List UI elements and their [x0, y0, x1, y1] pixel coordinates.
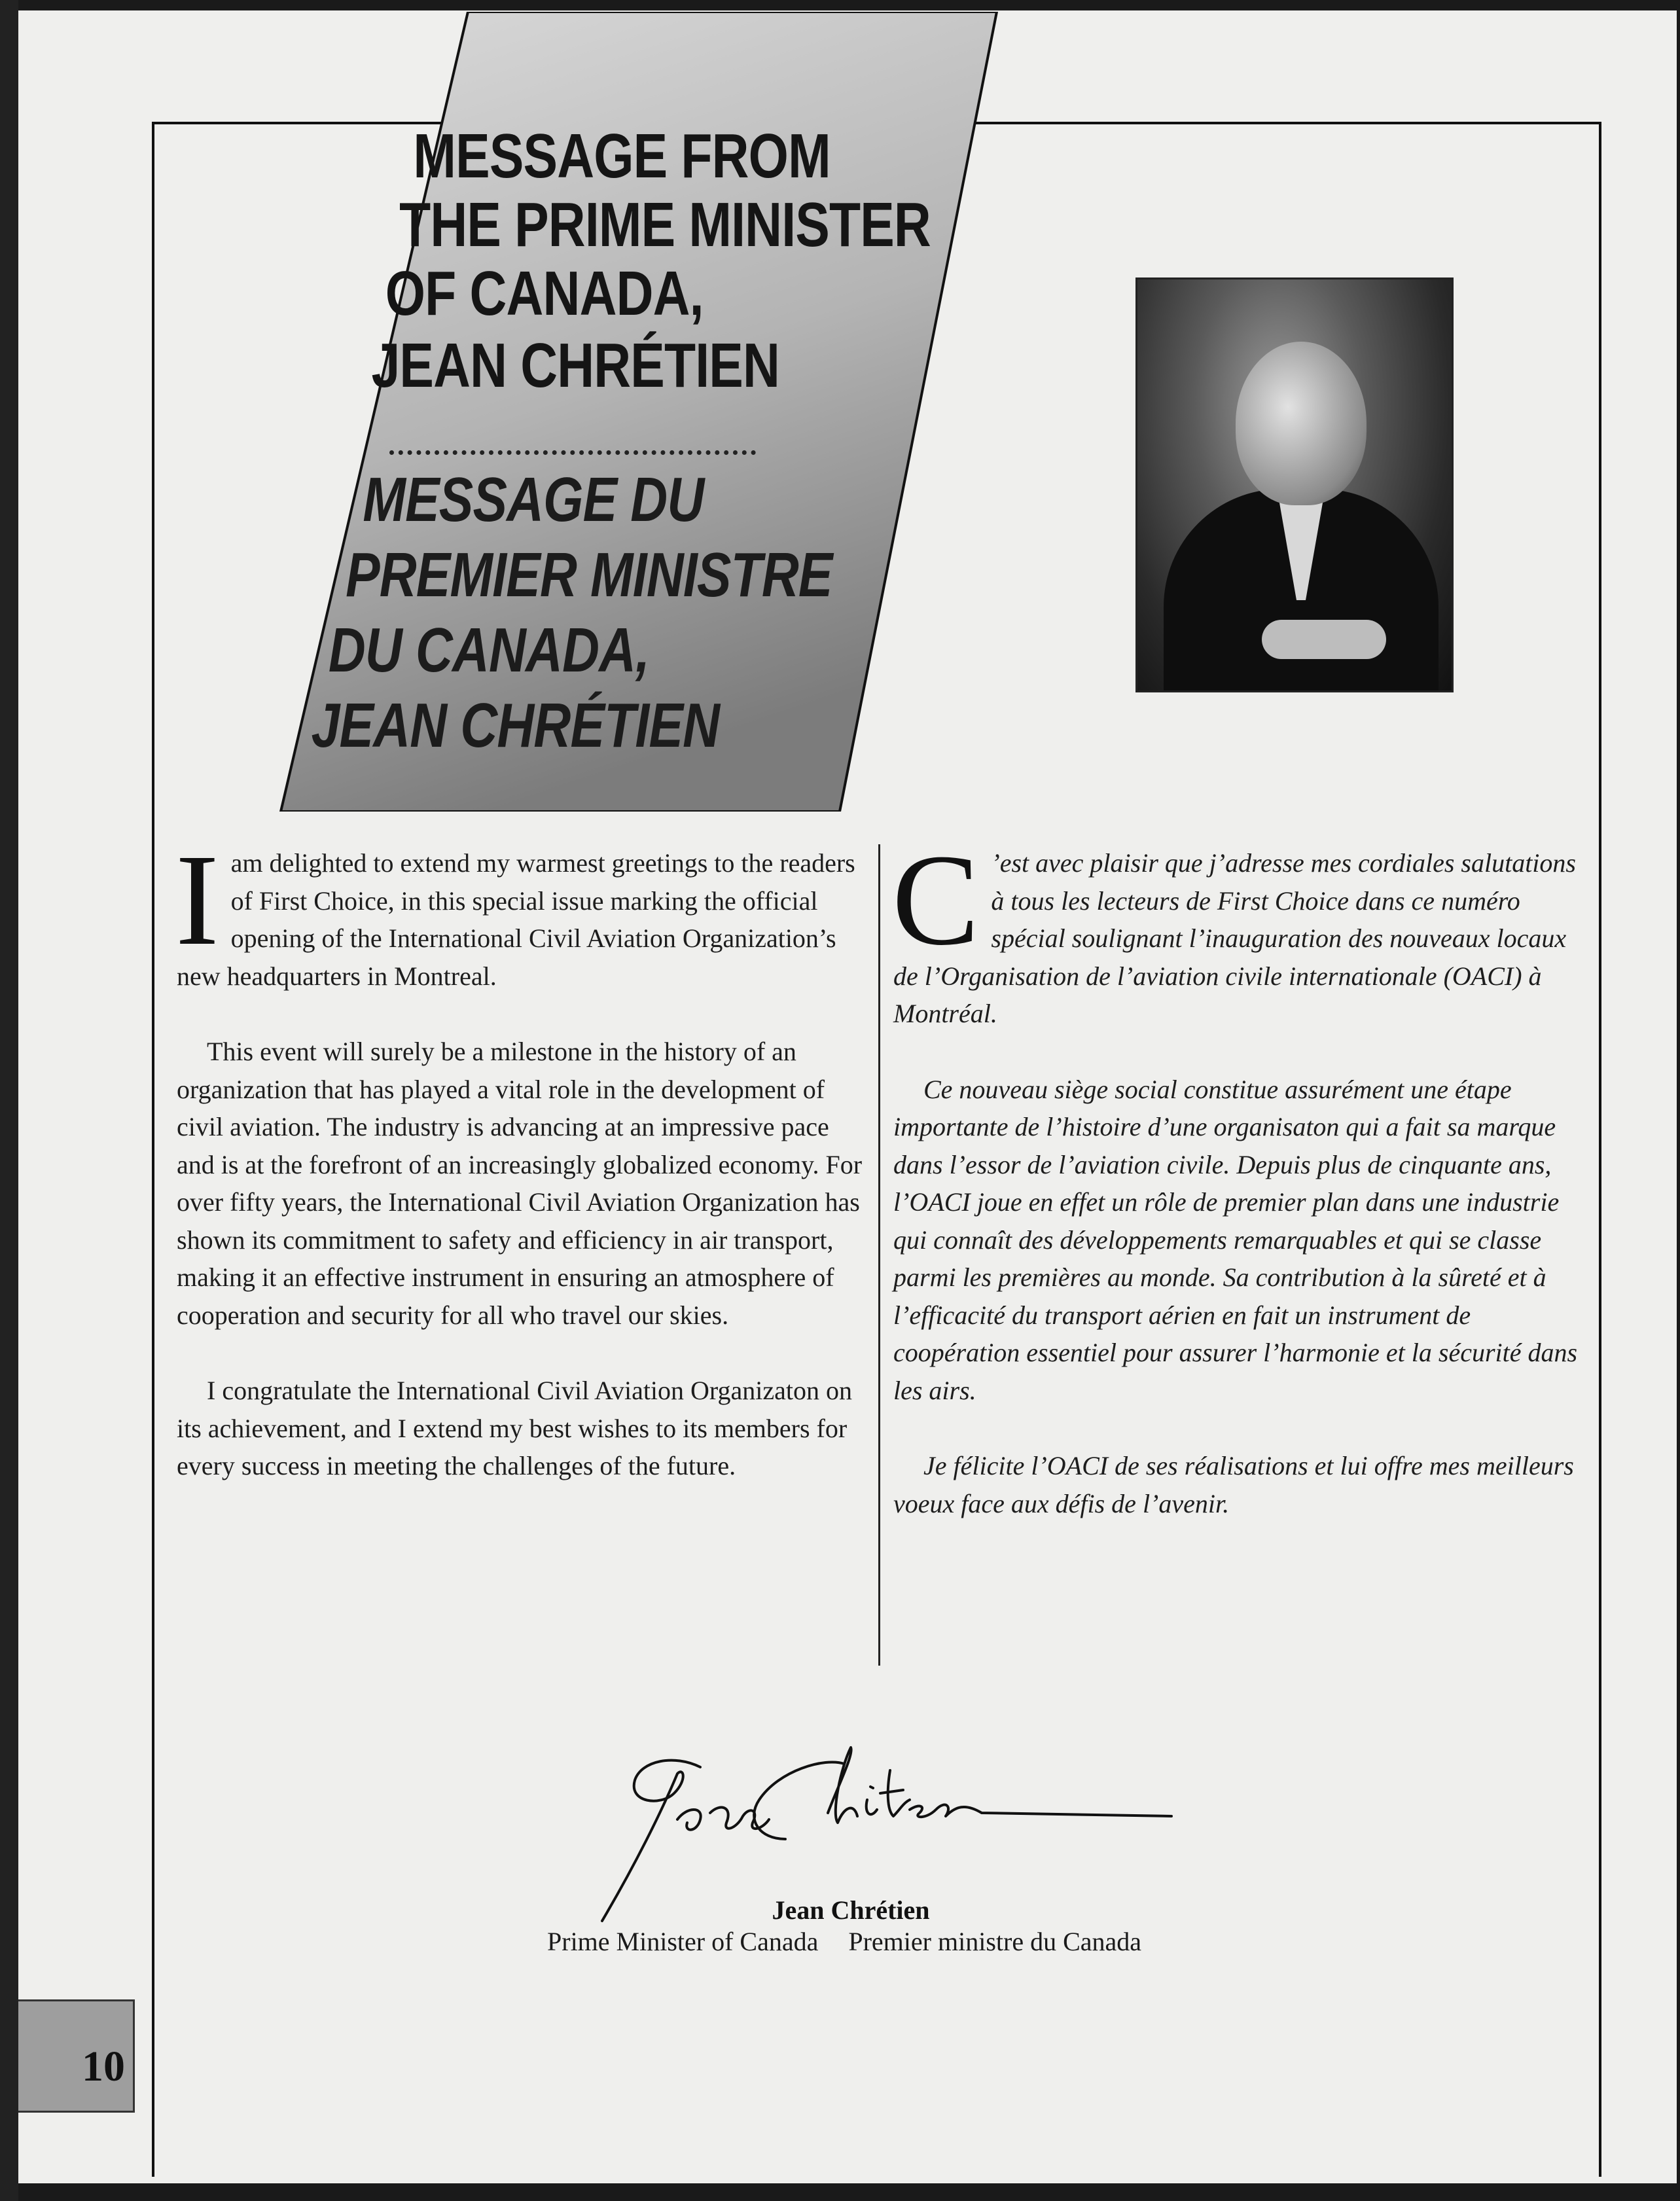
french-paragraph-1-text: ’est avec plaisir que j’adresse mes cordiales salutations à tous les lecteurs de First Choice dans ce numéro spécial soulignant l’inauguration des nouveaux locaux de l’Organisation de l’aviation civile internationale (OACI) à Montréal.: [893, 848, 1576, 1028]
signatory-title-english: Prime Minister of Canada: [547, 1927, 819, 1956]
french-paragraph-3: Je félicite l’OACI de ses réalisations et lui offre mes meilleurs voeux face aux défis de l’avenir.: [893, 1451, 1574, 1518]
portrait-head: [1236, 342, 1367, 505]
title-en-line-1: MESSAGE FROM: [413, 121, 831, 191]
english-paragraph-1-text: am delighted to extend my warmest greetings to the readers of First Choice, in this special issue marking the official opening of the International Civil Aviation Organization’s new headquarters in Montreal.: [177, 848, 855, 991]
english-paragraph-1: [175, 828, 865, 995]
title-fr-line-4: JEAN CHRÉTIEN: [311, 690, 720, 761]
english-paragraph-3: I congratulate the International Civil Aviation Organizaton on its achievement, and I extend my best wishes to its members for every success in meeting the challenges of the future.: [177, 1376, 853, 1480]
title-fr-line-2: PREMIER MINISTRE: [346, 540, 832, 610]
title-fr-line-1: MESSAGE DU: [363, 465, 704, 535]
french-paragraph-1: [892, 828, 1581, 1033]
portrait-hands: [1262, 620, 1386, 659]
title-en-line-4: JEAN CHRÉTIEN: [371, 331, 779, 401]
signatory-title-french: Premier ministre du Canada: [848, 1927, 1142, 1956]
title-divider: [389, 450, 756, 455]
drop-cap-french: C: [892, 828, 980, 973]
scan-left-edge: [0, 0, 18, 2201]
english-paragraph-2: This event will surely be a milestone in the history of an organization that has played a vital role in the development of civil aviation. The industry is advancing at an impressive pace and is at the forefront of an increasingly globalized economy. For over fifty years, the International Civil Aviation Organization has shown its commitment to safety and efficiency in air transport, making it an effective instrument in ensuring an atmosphere of cooperation and security for all who travel our skies.: [177, 1037, 863, 1330]
french-column: [892, 828, 1581, 1560]
title-en-line-3: OF CANADA,: [385, 259, 704, 329]
french-paragraph-2: Ce nouveau siège social constitue assurément une étape importante de l’histoire d’une organisaton qui a fait sa marque dans l’essor de l’aviation civile. Depuis plus de cinquante ans, l’OACI joue en effet un rôle de premier plan dans une industrie qui connaît des développements remarquables et qui se classe parmi les premières au monde. Sa contribution à la sûreté et à l’efficacité du transport aérien en fait un instrument de coopération essentiel pour assurer l’harmonie et la sécurité dans les airs.: [893, 1074, 1578, 1405]
column-divider: [878, 844, 880, 1666]
title-fr-line-3: DU CANADA,: [328, 615, 650, 685]
signatory-name: Jean Chrétien: [772, 1895, 930, 1925]
drop-cap-english: I: [175, 828, 219, 973]
page-number: 10: [82, 2043, 125, 2090]
english-column: [175, 828, 865, 1523]
signatory-titles: [547, 1926, 1267, 1957]
portrait-photo: [1135, 277, 1454, 692]
title-en-line-2: THE PRIME MINISTER: [399, 190, 931, 260]
